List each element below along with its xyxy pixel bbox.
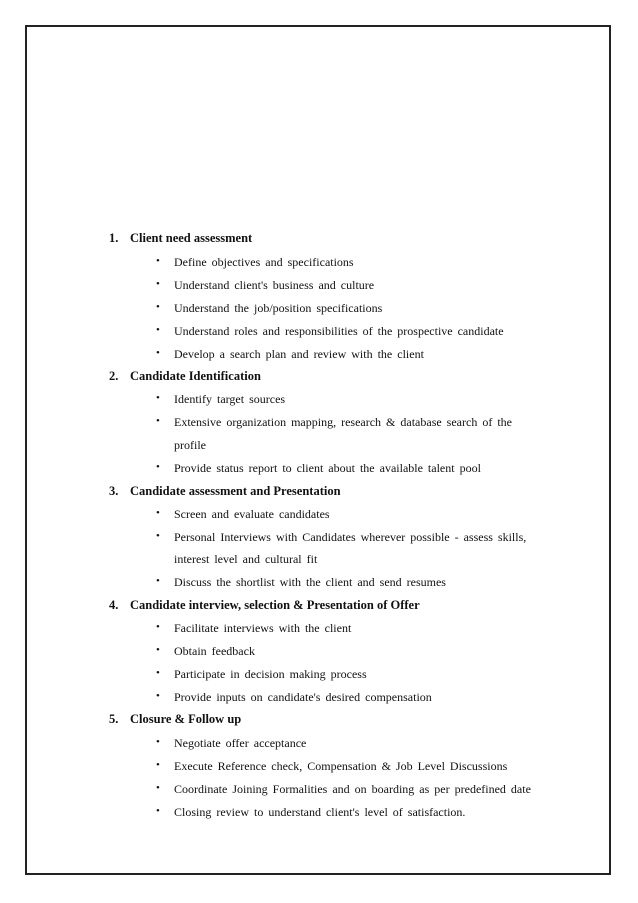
section-heading-2 xyxy=(109,369,261,384)
section-number: 2. xyxy=(109,369,119,383)
bullet-icon: • xyxy=(156,324,160,336)
bullet-icon: • xyxy=(156,621,160,633)
bullet-icon: • xyxy=(156,782,160,794)
document-body: 1. Client need assessment • Define objectives and specifications • Understand client's business and culture • Understand the job/position specifications • Understand roles and responsibilities of the prospective candidate • Develop a search plan and review with the client 2. Candidate Identification • Identify target sources • Extensive organization mapping, research & database search of the profile • Provide status report to client about the available talent pool 3. Candidate assessment and Presentation • Screen and evaluate candidates • Personal Interviews with Candidates wherever possible - assess skills, interest level and cultural fit • Discuss the shortlist with the client and send resumes 4. Candidate interview, selection & Presentation of Offer • Facilitate interviews with the client • Obtain feedback • Participate in decision making process • Provide inputs on candidate's desired compensation 5. Closure & Follow up • Negotiate offer acceptance • Execute Reference check, Compensation & Job Level Discussions • Coordinate Joining Formalities and on boarding as per predefined date • Closing review to understand client's level of satisfaction. xyxy=(109,231,531,819)
bullet-icon: • xyxy=(156,255,160,267)
bullet-icon: • xyxy=(156,805,160,817)
section-heading-5 xyxy=(109,712,241,727)
bullet-icon: • xyxy=(156,415,160,427)
section-title: Candidate assessment and Presentation xyxy=(130,484,341,498)
bullet-icon: • xyxy=(156,759,160,771)
bullet-icon: • xyxy=(156,644,160,656)
bullet-icon: • xyxy=(156,278,160,290)
section-title: Client need assessment xyxy=(130,231,253,245)
section-number: 5. xyxy=(109,712,119,726)
bullet-icon: • xyxy=(156,461,160,473)
bullet-icon: • xyxy=(156,347,160,359)
section-title: Candidate Identification xyxy=(130,369,261,383)
section-heading-4 xyxy=(109,598,420,613)
section-heading-3 xyxy=(109,484,341,499)
bullet-icon: • xyxy=(156,690,160,702)
bullet-icon: • xyxy=(156,530,160,542)
section-title: Closure & Follow up xyxy=(130,712,242,726)
bullet-icon: • xyxy=(156,507,160,519)
bullet-icon: • xyxy=(156,392,160,404)
bullet-icon: • xyxy=(156,667,160,679)
bullet-icon: • xyxy=(156,575,160,587)
section-heading-1 xyxy=(109,231,252,246)
bullet-icon: • xyxy=(156,736,160,748)
bullet-icon: • xyxy=(156,301,160,313)
section-number: 4. xyxy=(109,598,119,612)
section-title: Candidate interview, selection & Presentation of Offer xyxy=(130,598,420,612)
section-number: 3. xyxy=(109,484,119,498)
section-number: 1. xyxy=(109,231,119,245)
